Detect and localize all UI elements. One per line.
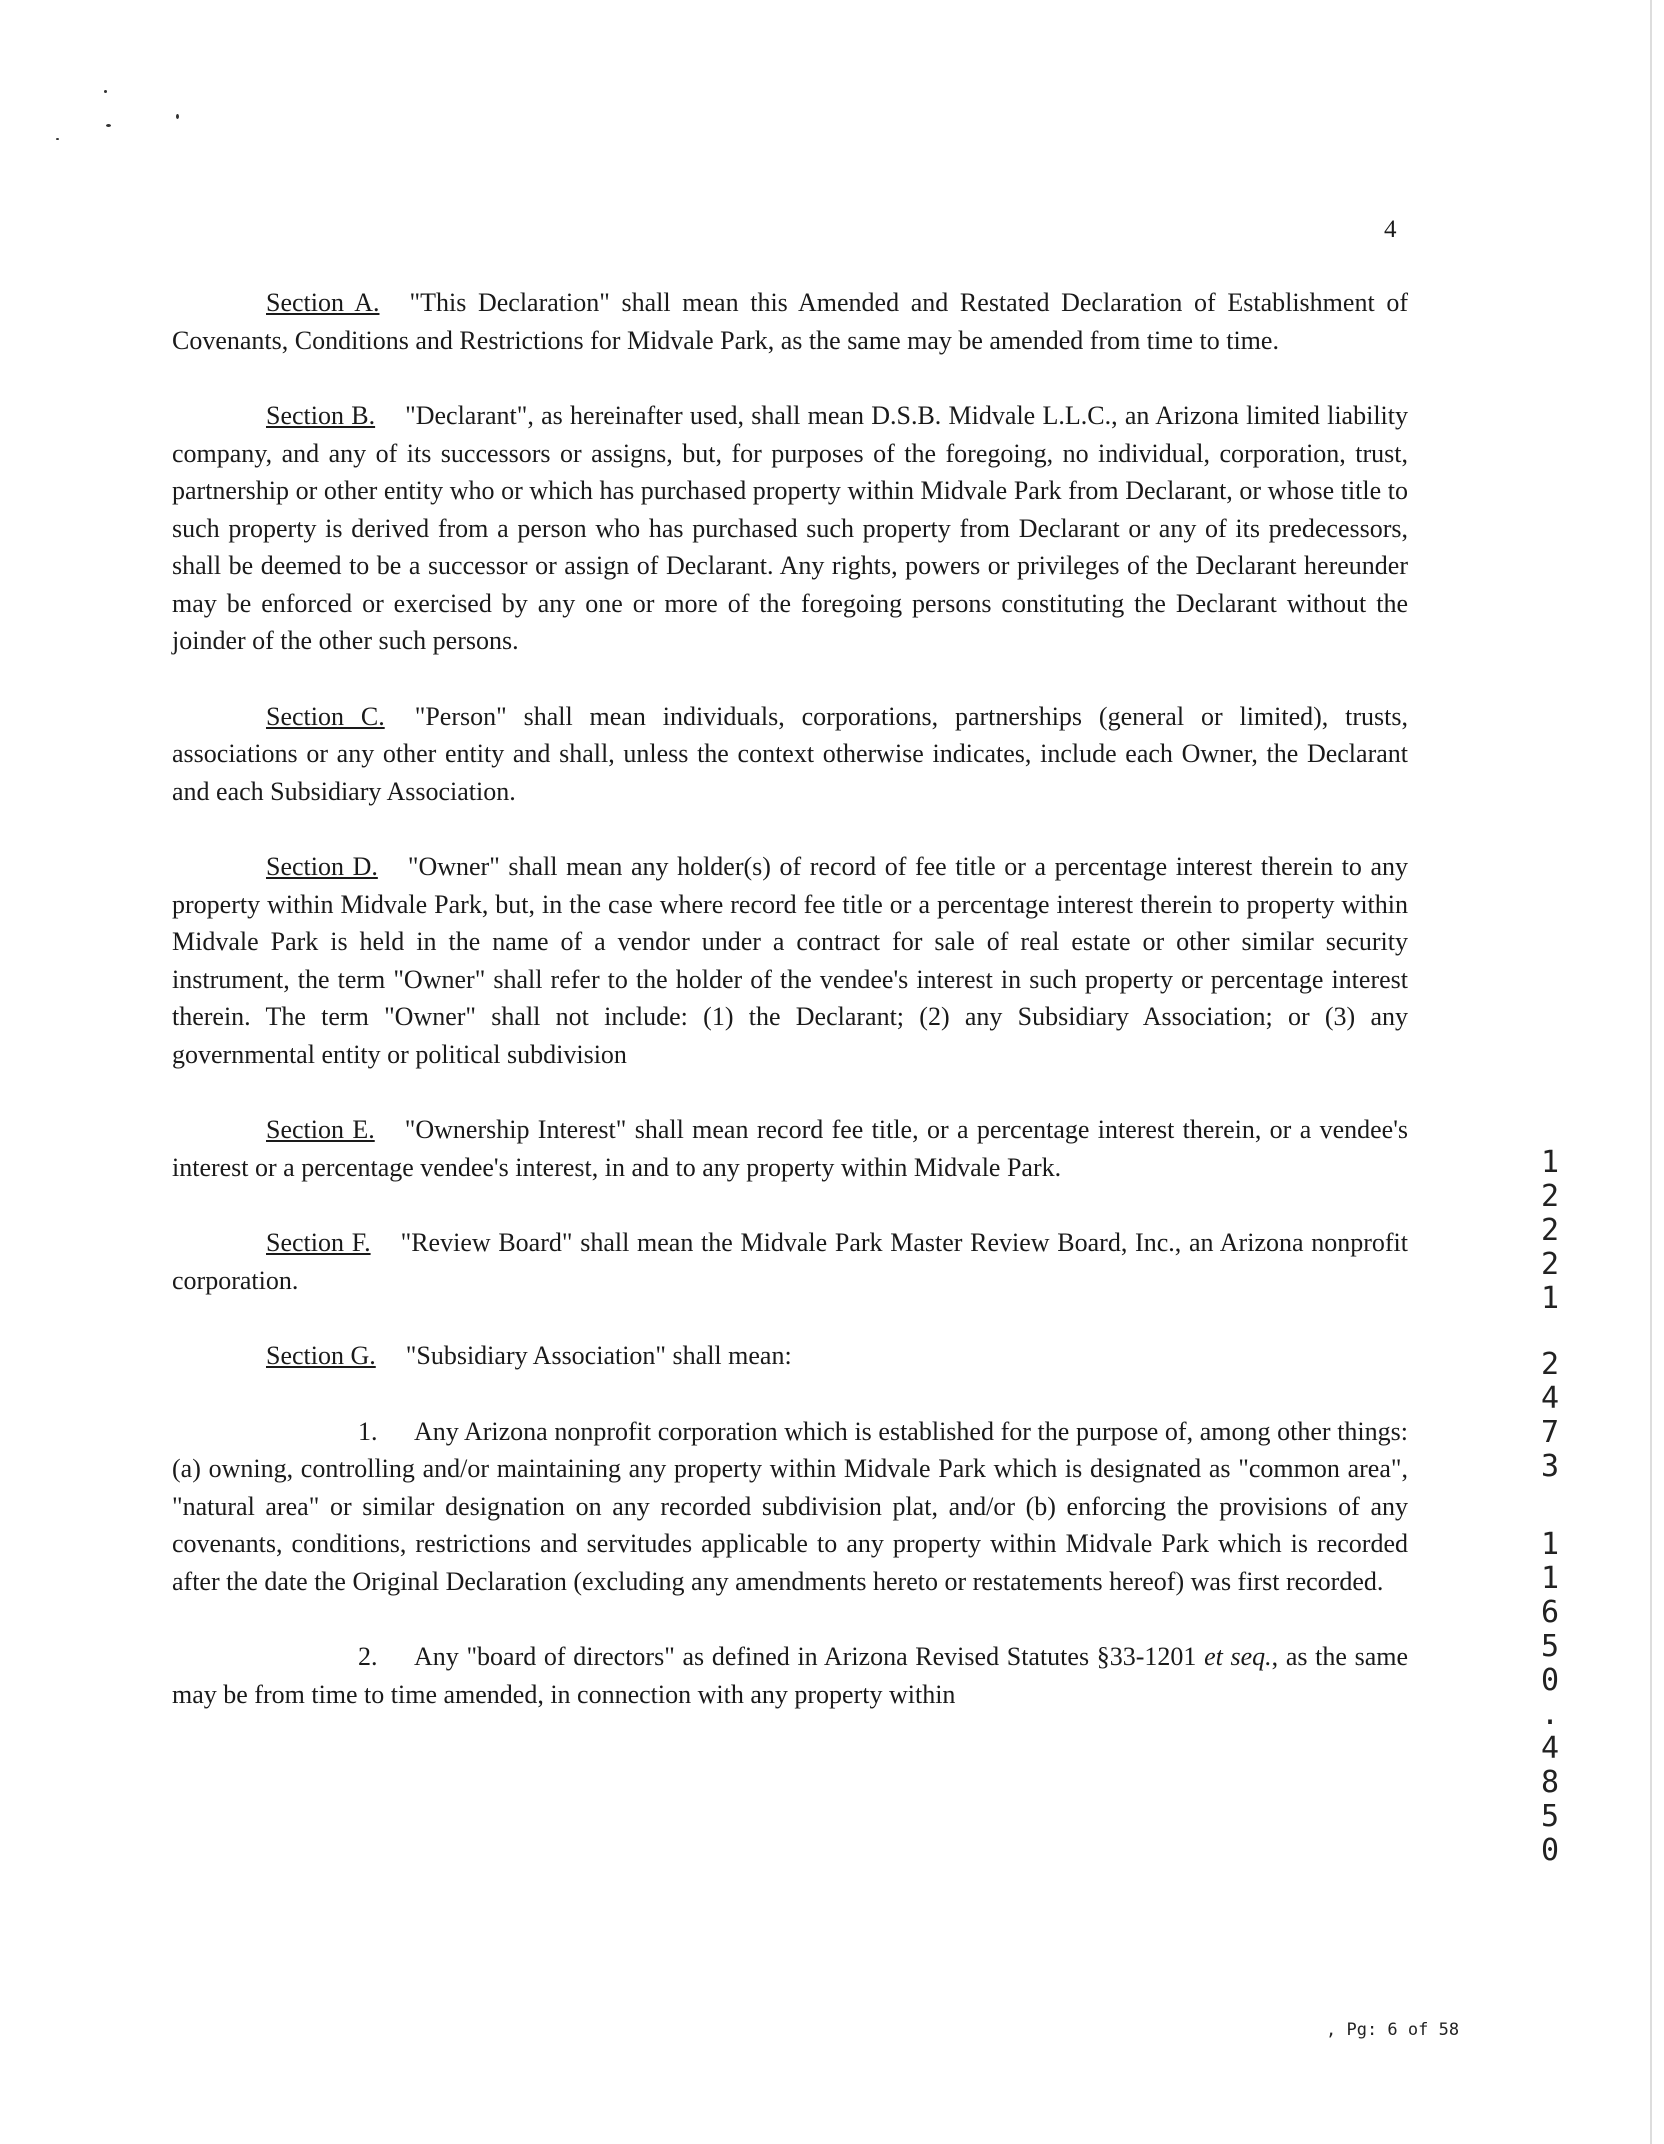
stamp-digit: 3 — [1540, 1449, 1560, 1484]
stamp-digit: 0 — [1540, 1663, 1560, 1698]
item-text: Any "board of directors" as defined in Arizona Revised Statutes §33-1201 — [414, 1642, 1205, 1671]
section-text: "Person" shall mean individuals, corporations, partnerships (general or limited), trusts, associations or any other entity and shall, unless the context otherwise indicates, include each Owner, the Declarant and each Subsidiary Association. — [172, 701, 1408, 806]
section-c — [172, 698, 1408, 811]
stamp-digit: . — [1540, 1697, 1560, 1732]
section-text: "Subsidiary Association" shall mean: — [405, 1341, 792, 1370]
section-text: "Declarant", as hereinafter used, shall mean D.S.B. Midvale L.L.C., an Arizona limited liability company, and any of its successors or assigns, but, for purposes of the foregoing, no individual, corporation, trust, partnership or other entity who or which has purchased property within Midvale Park from Declarant, or whose title to such property is derived from a person who has purchased such property from Declarant or any of its predecessors, shall be deemed to be a successor or assign of Declarant. Any rights, powers or privileges of the Declarant hereunder may be enforced or exercised by any one or more of the foregoing persons constituting the Declarant without the joinder of the other such persons. — [172, 401, 1408, 655]
stamp-digit: 1 — [1540, 1561, 1560, 1596]
section-label: Section E. — [266, 1115, 375, 1144]
section-text: "Owner" shall mean any holder(s) of record of fee title or a percentage interest therein to any property within Midvale Park, but, in the case where record fee title or a percentage interest therein to property within Midvale Park is held in the name of a vendor under a contract for sale of real estate or other similar security instrument, the term "Owner" shall refer to the holder of the vendee's interest in such property or percentage interest therein. The term "Owner" shall not include: (1) the Declarant; (2) any Subsidiary Association; or (3) any governmental entity or political subdivision — [172, 852, 1408, 1069]
section-d — [172, 848, 1408, 1073]
scan-speck — [56, 138, 59, 140]
stamp-digit: 2 — [1540, 1347, 1560, 1382]
scan-edge-line — [1650, 0, 1652, 2144]
stamp-digit: 8 — [1540, 1765, 1560, 1800]
section-label: Section A. — [266, 288, 380, 317]
section-text: "Review Board" shall mean the Midvale Park Master Review Board, Inc., an Arizona nonprofit corporation. — [172, 1228, 1408, 1295]
page-footer: , Pg: 6 of 58 — [1326, 2020, 1460, 2040]
section-text: "Ownership Interest" shall mean record fee title, or a percentage interest therein, or a vendee's interest or a percentage vendee's interest, in and to any property within Midvale Park. — [172, 1115, 1409, 1182]
stamp-digit: 4 — [1540, 1381, 1560, 1416]
section-label: Section D. — [266, 852, 378, 881]
section-f — [172, 1224, 1408, 1299]
list-item-1 — [172, 1413, 1408, 1601]
section-e — [172, 1111, 1408, 1186]
item-text: Any Arizona nonprofit corporation which is established for the purpose of, among other things: (a) owning, controlling and/or maintaining any property within Midvale Park which is designated as "common area", "natural area" or similar designation on any recorded subdivision plat, and/or (b) enforcing the provisions of any covenants, conditions, restrictions and servitudes applicable to any property within Midvale Park which is recorded after the date the Original Declaration (excluding any amendments hereto or restatements hereof) was first recorded. — [172, 1416, 1408, 1596]
item-number: 2. — [358, 1642, 378, 1671]
scan-speck — [104, 90, 107, 93]
section-text: "This Declaration" shall mean this Amended and Restated Declaration of Establishment of Covenants, Conditions and Restrictions for Midvale Park, as the same may be amended from time to time. — [172, 288, 1408, 355]
page-number: 4 — [1384, 216, 1397, 243]
section-a — [172, 284, 1408, 359]
list-item-2 — [172, 1638, 1408, 1713]
section-label: Section F. — [266, 1228, 371, 1257]
section-b — [172, 397, 1408, 660]
stamp-digit: 2 — [1540, 1179, 1560, 1214]
stamp-digit: 7 — [1540, 1415, 1560, 1450]
stamp-digit: 4 — [1540, 1731, 1560, 1766]
stamp-digit: 1 — [1540, 1281, 1560, 1316]
section-g — [172, 1337, 1408, 1375]
scan-speck — [176, 114, 179, 119]
section-label: Section C. — [266, 701, 385, 731]
item-text-continued: , as the same may be from time to time amended, in connection with any property within — [172, 1642, 1409, 1709]
stamp-digit: 1 — [1540, 1527, 1560, 1562]
stamp-digit: 5 — [1540, 1799, 1560, 1834]
recording-stamp — [1532, 1146, 1568, 1868]
stamp-digit: 2 — [1540, 1213, 1560, 1248]
scan-speck — [106, 124, 111, 127]
stamp-digit: 0 — [1540, 1833, 1560, 1868]
item-number: 1. — [358, 1416, 378, 1446]
item-text-italic: et seq. — [1204, 1642, 1272, 1671]
stamp-digit: 5 — [1540, 1629, 1560, 1664]
section-label: Section B. — [266, 401, 376, 430]
section-label: Section G. — [266, 1341, 376, 1370]
stamp-digit: 2 — [1540, 1247, 1560, 1282]
stamp-digit: 1 — [1540, 1145, 1560, 1180]
document-body — [172, 284, 1408, 1751]
stamp-digit: 6 — [1540, 1595, 1560, 1630]
